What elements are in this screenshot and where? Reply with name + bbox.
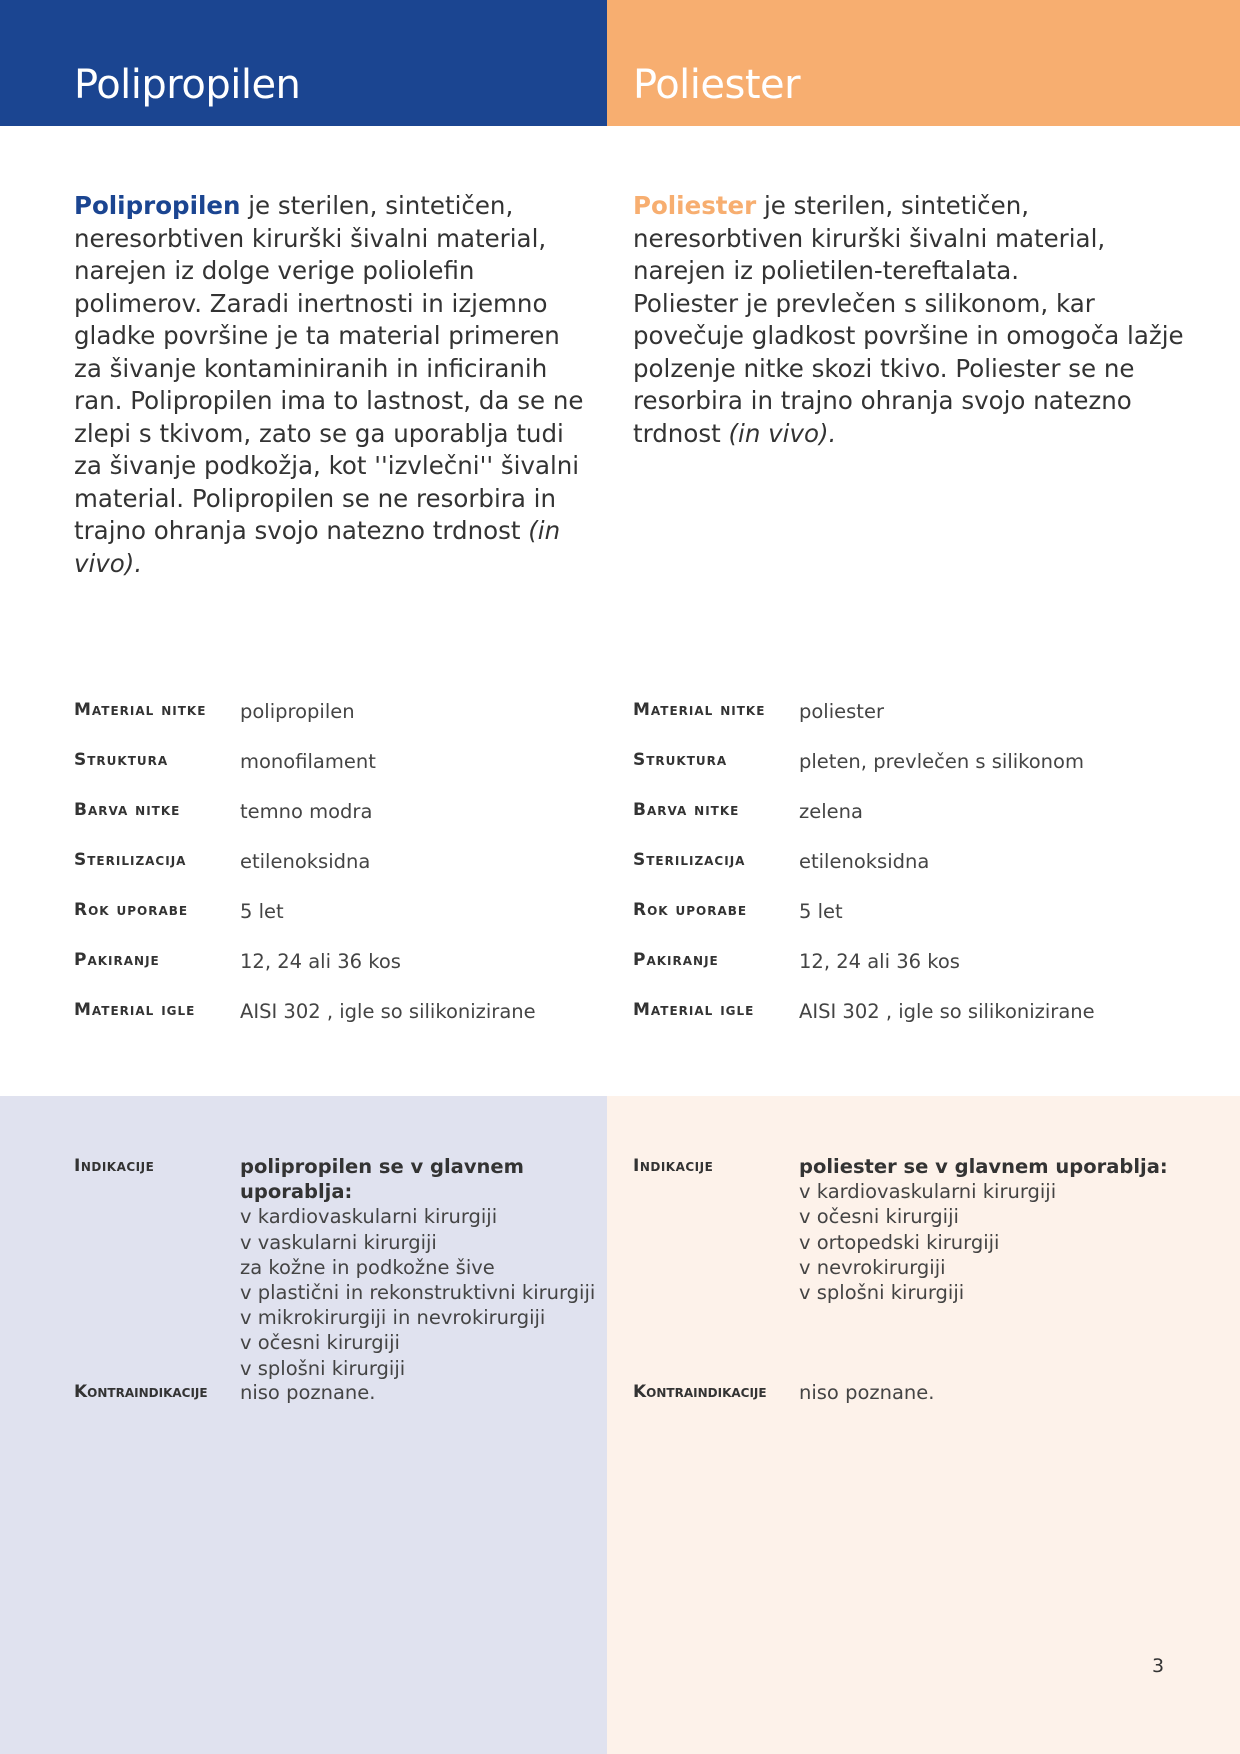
intro-lead: Poliester <box>633 191 757 220</box>
contraindications-label: Kontraindikacije <box>74 1382 208 1402</box>
contraindications-value: niso poznane. <box>240 1381 376 1404</box>
polipropilen-column <box>0 0 607 1754</box>
spec-value: 12, 24 ali 36 kos <box>799 950 960 973</box>
poliester-title: Poliester <box>633 62 801 108</box>
list-item: v ortopedski kirurgiji <box>799 1230 1000 1254</box>
spec-row <box>633 1000 1153 1050</box>
spec-row <box>633 850 1153 900</box>
polipropilen-indications-panel <box>0 1096 607 1754</box>
poliester-intro <box>633 190 1193 450</box>
spec-value: polipropilen <box>240 700 355 723</box>
list-item: v očesni kirurgiji <box>240 1331 400 1355</box>
spec-value: temno modra <box>240 800 373 823</box>
spec-label: Material igle <box>74 1000 196 1020</box>
spec-label: Struktura <box>633 750 728 770</box>
spec-label: Rok uporabe <box>74 900 189 920</box>
intro-lead: Polipropilen <box>74 191 241 220</box>
polipropilen-intro <box>74 190 594 580</box>
indications-list <box>240 1204 607 1380</box>
indications-title: poliester se v glavnem uporablja: <box>799 1155 1168 1178</box>
list-item: za kožne in podkožne šive <box>240 1255 495 1279</box>
spec-value: poliester <box>799 700 884 723</box>
polipropilen-title: Polipropilen <box>74 62 301 108</box>
spec-row <box>633 950 1153 1000</box>
spec-value: monofilament <box>240 750 376 773</box>
list-item: v kardiovaskularni kirurgiji <box>240 1205 498 1229</box>
page-number: 3 <box>1152 1655 1165 1677</box>
spec-label: Pakiranje <box>74 950 160 970</box>
list-item: v vaskularni kirurgiji <box>240 1230 437 1254</box>
polipropilen-header <box>0 0 607 126</box>
indications-block <box>74 1154 607 1381</box>
indications-label: Indikacije <box>633 1156 714 1176</box>
spec-value: etilenoksidna <box>240 850 371 873</box>
spec-value: zelena <box>799 800 863 823</box>
spec-row <box>74 950 594 1000</box>
spec-label: Struktura <box>74 750 169 770</box>
poliester-indications-panel <box>607 1096 1240 1754</box>
contraindications-label: Kontraindikacije <box>633 1382 767 1402</box>
spec-value: AISI 302 , igle so silikonizirane <box>799 1000 1095 1023</box>
intro-paragraph-2 <box>633 288 1193 451</box>
spec-label: Barva nitke <box>633 800 740 820</box>
contraindications-block <box>74 1380 375 1405</box>
contraindications-value: niso poznane. <box>799 1381 935 1404</box>
spec-row <box>74 1000 594 1050</box>
spec-row <box>633 900 1153 950</box>
spec-label: Material nitke <box>74 700 207 720</box>
spec-value: AISI 302 , igle so silikonizirane <box>240 1000 536 1023</box>
spec-label: Rok uporabe <box>633 900 748 920</box>
list-item: v splošni kirurgiji <box>799 1281 965 1305</box>
poliester-spec-table <box>633 700 1153 1050</box>
poliester-header <box>607 0 1240 126</box>
intro-italic: (in vivo). <box>728 418 837 448</box>
polipropilen-spec-table <box>74 700 594 1050</box>
indications-body <box>799 1154 1168 1305</box>
list-item: v mikrokirurgiji in nevrokirurgiji <box>240 1306 546 1330</box>
spec-row <box>633 750 1153 800</box>
spec-value: 5 let <box>240 900 284 923</box>
indications-block <box>633 1154 1168 1305</box>
list-item: v splošni kirurgiji <box>240 1356 406 1380</box>
spec-row <box>74 800 594 850</box>
intro-text: je sterilen, sintetičen, neresorbtiven kirurški šivalni material, narejen iz polietilen-tereftalata. <box>633 191 1106 285</box>
spec-label: Sterilizacija <box>633 850 746 870</box>
spec-label: Pakiranje <box>633 950 719 970</box>
list-item: v plastični in rekonstruktivni kirurgiji <box>240 1281 596 1305</box>
poliester-column <box>607 0 1240 1754</box>
spec-row <box>74 700 594 750</box>
spec-label: Material nitke <box>633 700 766 720</box>
list-item: v nevrokirurgiji <box>799 1255 946 1279</box>
intro-text: Poliester je prevlečen s silikonom, kar povečuje gladkost površine in omogoča lažje polzenje nitke skozi tkivo. Poliester se ne resorbira in trajno ohranja svojo natezno trdnost <box>633 288 1184 448</box>
spec-row <box>74 850 594 900</box>
spec-value: etilenoksidna <box>799 850 930 873</box>
intro-paragraph-1 <box>633 190 1193 288</box>
spec-label: Material igle <box>633 1000 755 1020</box>
list-item: v očesni kirurgiji <box>799 1205 959 1229</box>
intro-text: je sterilen, sintetičen, neresorbtiven kirurški šivalni material, narejen iz dolge verige poliolefin polimerov. Zaradi inertnosti in izjemno gladke površine je ta material primeren za šivanje kontaminiranih in inficiranih ran. Polipropilen ima to lastnost, da se ne zlepi s tkivom, zato se ga uporablja tudi za šivanje podkožja, kot ''izvlečni'' šivalni material. Polipropilen se ne resorbira in trajno ohranja svojo natezno trdnost <box>74 191 584 545</box>
spec-row <box>74 900 594 950</box>
spec-row <box>633 800 1153 850</box>
spec-value: 5 let <box>799 900 843 923</box>
spec-label: Sterilizacija <box>74 850 187 870</box>
spec-row <box>74 750 594 800</box>
list-item: v kardiovaskularni kirurgiji <box>799 1180 1057 1204</box>
indications-label: Indikacije <box>74 1156 155 1176</box>
indications-list <box>799 1179 1168 1305</box>
spec-value: pleten, prevlečen s silikonom <box>799 750 1084 773</box>
intro-italic: (in vivo). <box>74 516 561 578</box>
indications-body <box>240 1154 607 1381</box>
indications-title: polipropilen se v glavnem uporablja: <box>240 1155 524 1204</box>
contraindications-block <box>633 1380 934 1405</box>
spec-label: Barva nitke <box>74 800 181 820</box>
spec-row <box>633 700 1153 750</box>
spec-value: 12, 24 ali 36 kos <box>240 950 401 973</box>
